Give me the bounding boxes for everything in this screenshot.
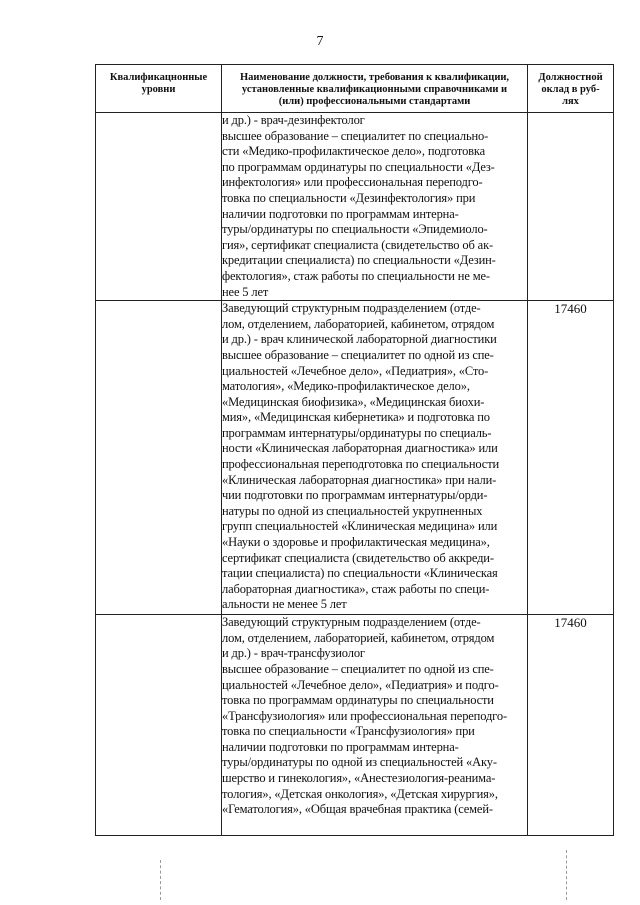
description-line: циальностей «Лечебное дело», «Педиатрия» и подго-: [222, 677, 499, 692]
description-line: тология», «Детская онкология», «Детская хирургия»,: [222, 786, 498, 801]
description-line: наличии подготовки по программам интерна-: [222, 206, 459, 221]
qualification-table: [95, 64, 614, 836]
description-line: мия», «Медицинская кибернетика» и подготовка по: [222, 410, 490, 425]
scan-artifact-line: [566, 850, 567, 900]
level-cell: [96, 615, 222, 836]
description-line: альности не менее 5 лет: [222, 597, 347, 612]
description-line: «Трансфузиология» или профессиональная переподго-: [222, 708, 507, 723]
table-row: [96, 301, 614, 615]
description-line: наличии подготовки по программам интерна-: [222, 739, 459, 754]
description-line: матология», «Медико-профилактическое дело»,: [222, 379, 470, 394]
description-line: по программам ординатуры по специальности «Дез-: [222, 159, 495, 174]
description-line: Заведующий структурным подразделением (отде-: [222, 615, 481, 630]
description-line: профессиональная переподготовка по специальности: [222, 457, 500, 472]
description-line: кредитации специалиста) по специальности «Дезин-: [222, 253, 496, 268]
salary-cell: [528, 113, 614, 301]
description-line: высшее образование – специалитет по одной из спе-: [222, 661, 494, 676]
description-line: натуры по одной из специальностей укрупненных: [222, 503, 483, 518]
description-line: товка по специальности «Дезинфектология» при: [222, 190, 476, 205]
table-row: [96, 615, 614, 836]
description-line: лом, отделением, лабораторией, кабинетом, отрядом: [222, 316, 495, 331]
description-line: чии подготовки по программам интернатуры/орди-: [222, 488, 488, 503]
salary-cell: 17460: [528, 301, 614, 615]
description-line: «Медицинская биофизика», «Медицинская биохи-: [222, 394, 485, 409]
description-line: тации специалиста) по специальности «Клиническая: [222, 566, 498, 581]
header-qualification-level: [96, 65, 222, 113]
description-line: гия», сертификат специалиста (свидетельство об ак-: [222, 237, 494, 252]
description-line: инфектология» или профессиональная переподго-: [222, 175, 483, 190]
description-line: ности «Клиническая лабораторная диагностика» или: [222, 441, 498, 456]
description-line: групп специальностей «Клиническая медицина» или: [222, 519, 498, 534]
position-description-cell: [222, 615, 528, 836]
description-line: циальностей «Лечебное дело», «Педиатрия», «Сто-: [222, 363, 489, 378]
description-line: шерство и гинекология», «Анестезиология-реанима-: [222, 771, 496, 786]
position-description-cell: [222, 301, 528, 615]
description-line: сти «Медико-профилактическое дело», подготовка: [222, 144, 486, 159]
header-position-line: (или) профессиональными стандартами: [278, 96, 471, 107]
description-line: «Науки о здоровье и профилактическая медицина»,: [222, 535, 490, 550]
description-line: «Гематология», «Общая врачебная практика (семей-: [222, 802, 493, 817]
level-cell: [96, 113, 222, 301]
table-header-row: [96, 65, 614, 113]
description-line: и др.) - врач-дезинфектолог: [222, 113, 365, 127]
description-line: «Клиническая лабораторная диагностика» при нали-: [222, 472, 497, 487]
scan-artifact-line: [160, 860, 161, 900]
description-line: и др.) - врач-трансфузиолог: [222, 646, 365, 661]
description-line: нее 5 лет: [222, 284, 269, 299]
description-line: туры/ординатуры по одной из специальностей «Аку-: [222, 755, 497, 770]
description-line: товка по программам ординатуры по специальности: [222, 693, 494, 708]
description-line: туры/ординатуры по специальности «Эпидемиоло-: [222, 222, 488, 237]
header-salary: [528, 65, 614, 113]
header-position-line: Наименование должности, требования к квалификации,: [239, 72, 510, 83]
description-line: высшее образование – специалитет по специально-: [222, 128, 489, 143]
position-description-cell: [222, 113, 528, 301]
header-salary-line: Должностной: [538, 72, 603, 83]
header-level-line: Квалификацнонные: [109, 72, 208, 83]
description-line: сертификат специалиста (свидетельство об аккреди-: [222, 550, 494, 565]
header-position-requirements: [222, 65, 528, 113]
description-line: и др.) - врач клинической лабораторной диагностики: [222, 332, 497, 347]
level-cell: [96, 301, 222, 615]
table-row: [96, 113, 614, 301]
header-level-line: уровни: [141, 84, 176, 95]
description-line: программам интернатуры/ординатуры по специаль-: [222, 425, 492, 440]
description-line: фектология», стаж работы по специальности не ме-: [222, 268, 490, 283]
salary-cell: 17460: [528, 615, 614, 836]
page-number: 7: [316, 34, 324, 49]
description-line: высшее образование – специалитет по одной из спе-: [222, 347, 494, 362]
header-salary-line: лях: [562, 96, 579, 107]
description-line: лом, отделением, лабораторией, кабинетом, отрядом: [222, 630, 495, 645]
description-line: Заведующий структурным подразделением (отде-: [222, 301, 481, 316]
header-position-line: установленные квалификационными справочниками и: [241, 84, 508, 95]
description-line: лабораторная диагностика», стаж работы по специ-: [222, 581, 490, 596]
header-salary-line: оклад в руб-: [541, 84, 600, 95]
description-line: товка по специальности «Трансфузиология» при: [222, 724, 475, 739]
